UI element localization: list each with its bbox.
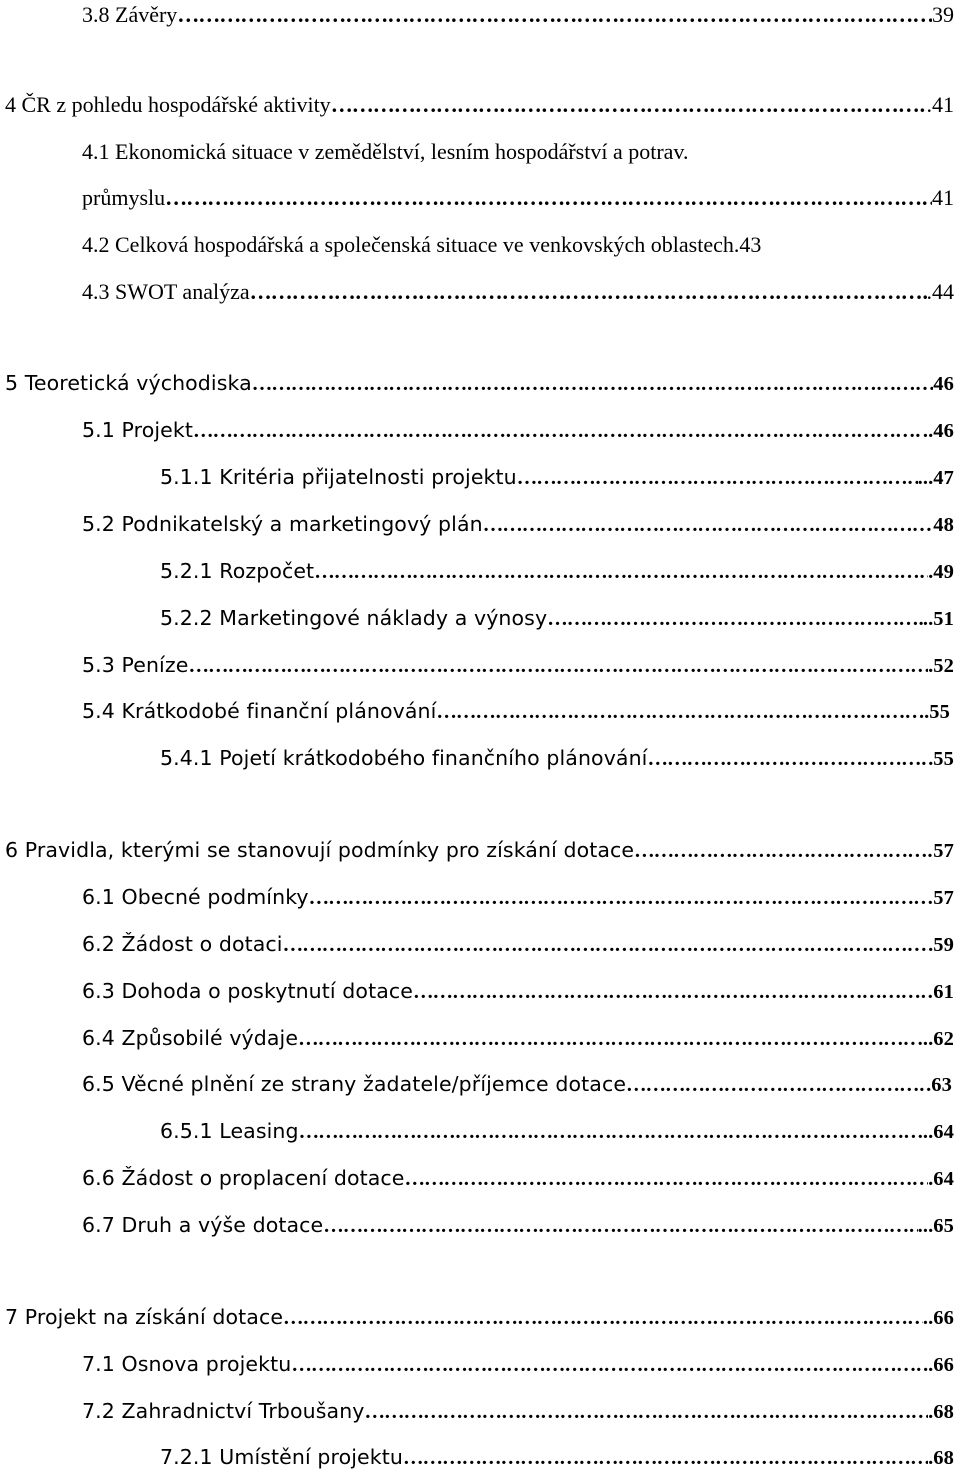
toc-title: 6.3 Dohoda o poskytnutí dotace (82, 979, 413, 1003)
toc-title: 5.1.1 Kritéria přijatelnosti projektu (160, 465, 517, 489)
toc-leader (309, 883, 934, 913)
toc-leader (483, 510, 934, 540)
toc-leader (314, 557, 928, 587)
toc-title: 3.8 Závěry (82, 2, 178, 27)
toc-row (82, 696, 950, 726)
toc-row (82, 1210, 954, 1240)
toc-page-number: 46 (933, 373, 954, 395)
toc-row (5, 90, 954, 120)
toc-title: 4 ČR z pohledu hospodářské aktivity (5, 92, 331, 117)
toc-title: 5.4 Krátkodobé finanční plánování (82, 699, 437, 723)
toc-row (5, 368, 954, 398)
toc-title: 6.7 Druh a výše dotace (82, 1213, 324, 1237)
toc-title: 4.3 SWOT analýza (82, 279, 250, 304)
toc-title: 5.2.1 Rozpočet (160, 559, 315, 583)
toc-leader (413, 977, 933, 1007)
toc-leader (331, 90, 927, 120)
toc-page-number: ...47 (917, 467, 954, 489)
toc-row (82, 509, 954, 539)
toc-page-number: 55 (933, 748, 954, 770)
toc-row (160, 556, 954, 586)
toc-leader (634, 836, 933, 866)
toc-row (82, 976, 954, 1006)
toc-row (82, 882, 954, 912)
toc-leader (177, 0, 932, 30)
toc-leader (405, 1164, 929, 1194)
toc-title: 5.4.1 Pojetí krátkodobého finančního plánování (160, 746, 648, 770)
toc-leader (647, 744, 933, 774)
toc-leader (252, 369, 934, 399)
toc-title: 7 Projekt na získání dotace (5, 1305, 284, 1329)
toc-leader (250, 277, 927, 307)
toc-row (160, 462, 954, 492)
toc-title: průmyslu (82, 185, 166, 210)
toc-row (82, 929, 954, 959)
toc-row (160, 1116, 954, 1146)
toc-title: 7.2 Zahradnictví Trboušany (82, 1399, 365, 1423)
toc-row (82, 0, 954, 30)
toc-leader (165, 183, 932, 213)
toc-page-number: ..64 (922, 1121, 954, 1143)
toc-leader (517, 463, 918, 493)
toc-leader (365, 1397, 929, 1427)
toc-row (82, 230, 954, 260)
toc-page-number: ..46 (922, 420, 954, 442)
toc-row (82, 1069, 952, 1099)
toc-page-number: ...65 (917, 1215, 954, 1237)
toc-title: 5.3 Peníze (82, 653, 189, 677)
toc-leader (323, 1211, 917, 1241)
toc-row (82, 1163, 954, 1193)
toc-page-number: .68 (928, 1401, 954, 1423)
toc-title: 7.1 Osnova projektu (82, 1352, 292, 1376)
toc-page-number: .44 (926, 279, 954, 304)
toc-leader (436, 697, 924, 727)
toc-leader (283, 1303, 923, 1333)
toc-leader (299, 1117, 923, 1147)
toc-page-number: .64 (928, 1168, 954, 1190)
toc-title: 6.1 Obecné podmínky (82, 885, 309, 909)
toc-leader (193, 416, 923, 446)
toc-page-number: .41 (926, 92, 954, 117)
toc-leader (283, 930, 928, 960)
toc-page-number: ...62 (917, 1028, 954, 1050)
toc-row (82, 183, 954, 213)
toc-title: 6 Pravidla, kterými se stanovují podmínky pro získání dotace (5, 838, 635, 862)
toc-title: 6.4 Způsobilé výdaje (82, 1026, 299, 1050)
toc-title: 5.2.2 Marketingové náklady a výnosy (160, 606, 548, 630)
toc-page-number: 61 (933, 981, 954, 1003)
toc-title: 4.1 Ekonomická situace v zemědělství, lesním hospodářství a potrav. (82, 139, 689, 164)
toc-leader (403, 1443, 928, 1473)
toc-title: 6.6 Žádost o proplacení dotace (82, 1166, 405, 1190)
toc-leader (291, 1350, 928, 1380)
toc-page-number: 57 (933, 840, 954, 862)
toc-title: 5.1 Projekt (82, 418, 193, 442)
toc-row (82, 137, 954, 167)
toc-page-number: .55 (924, 701, 950, 723)
toc-page-number: .63 (926, 1074, 952, 1096)
toc-page-number: .49 (928, 561, 954, 583)
toc-title: 6.5.1 Leasing (160, 1119, 299, 1143)
toc-row (160, 603, 954, 633)
toc-row (160, 1442, 954, 1472)
toc-page-number: ..51 (922, 608, 954, 630)
toc-title: 6.5 Věcné plnění ze strany žadatele/příjemce dotace (82, 1072, 627, 1096)
toc-title: 4.2 Celková hospodářská a společenská situace ve venkovských oblastech.43 (82, 232, 762, 257)
toc-title: 5.2 Podnikatelský a marketingový plán (82, 512, 483, 536)
toc-page-number: .66 (928, 1354, 954, 1376)
toc-page-number: .52 (928, 655, 954, 677)
toc-page-number: ..66 (922, 1307, 954, 1329)
toc-row (82, 650, 954, 680)
toc-title: 7.2.1 Umístění projektu (160, 1445, 403, 1469)
toc-leader (298, 1024, 918, 1054)
toc-page-number: .59 (928, 934, 954, 956)
toc-leader (547, 604, 923, 634)
toc-row (82, 1023, 954, 1053)
toc-page-number: 48 (933, 514, 954, 536)
toc-page-number: 57 (933, 887, 954, 909)
toc-row (5, 1302, 954, 1332)
toc-row (82, 1396, 954, 1426)
toc-page-number: 39 (932, 2, 954, 27)
toc-leader (188, 651, 928, 681)
toc-leader (626, 1070, 926, 1100)
toc-row (5, 835, 954, 865)
toc-row (160, 743, 954, 773)
toc-row (82, 1349, 954, 1379)
toc-page-number: 41 (932, 185, 954, 210)
toc-row (82, 415, 954, 445)
toc-title: 5 Teoretická východiska (5, 371, 252, 395)
toc-page-number: .68 (928, 1447, 954, 1469)
toc-title: 6.2 Žádost o dotaci (82, 932, 283, 956)
toc-row (82, 277, 954, 307)
